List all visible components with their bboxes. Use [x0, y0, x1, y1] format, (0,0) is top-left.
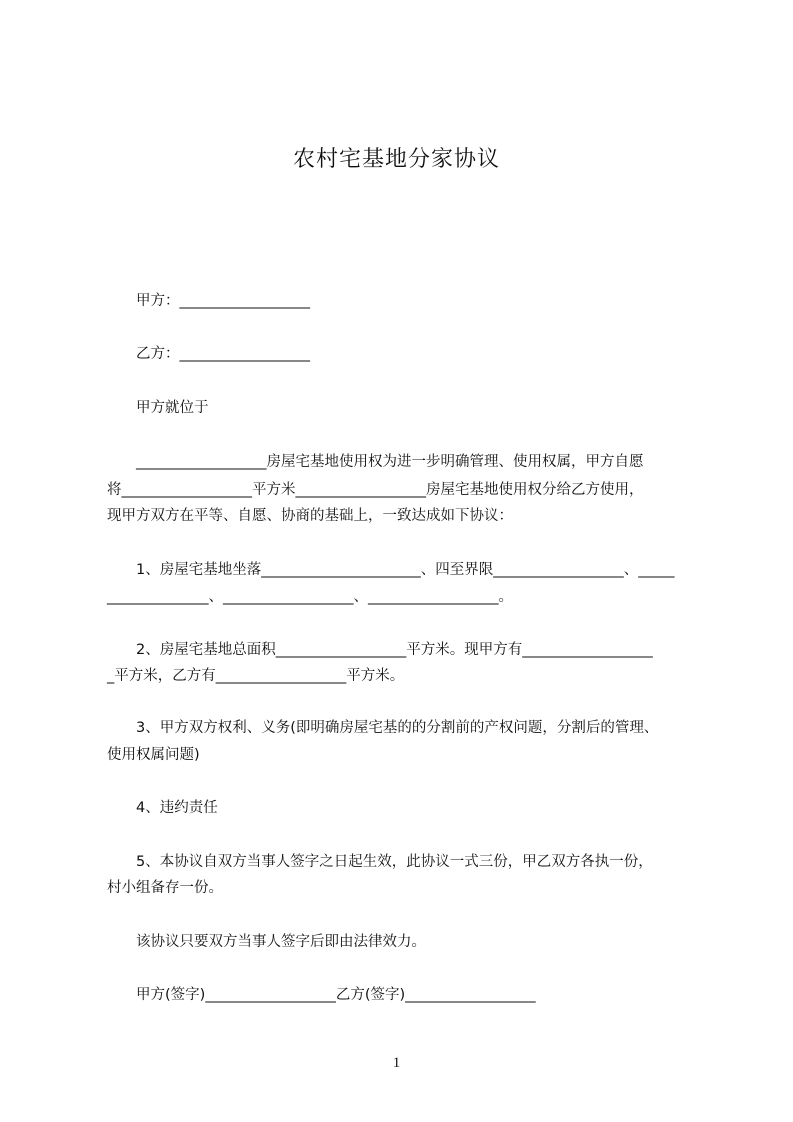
item-1-line-1: 1、房屋宅基地坐落______________________、四至界限__________________、_____ [136, 562, 675, 578]
page-number: 1 [392, 1055, 401, 1071]
paragraph-1-line-3: 现甲方双方在平等、自愿、协商的基础上，一致达成如下协议： [107, 508, 513, 524]
party-b-line: 乙方：__________________ [136, 346, 310, 362]
item-4: 4、违约责任 [136, 800, 218, 816]
item-2-line-2: _平方米，乙方有__________________平方米。 [107, 668, 405, 684]
location-intro: 甲方就位于 [136, 400, 209, 416]
party-a-line: 甲方：__________________ [136, 293, 310, 309]
signature-line: 甲方(签字)__________________乙方(签字)__________________ [136, 987, 536, 1003]
item-5-line-1: 5、本协议自双方当事人签字之日起生效，此协议一式三份，甲乙双方各执一份， [136, 854, 653, 870]
item-3-line-2: 使用权属问题) [107, 747, 200, 763]
document-title: 农村宅基地分家协议 [292, 147, 500, 172]
paragraph-1-line-2: 将__________________平方米__________________房屋宅基地使用权分给乙方使用， [107, 482, 644, 498]
validity-statement: 该协议只要双方当事人签字后即由法律效力。 [136, 934, 426, 950]
item-1-line-2: ______________、__________________、__________________。 [107, 589, 513, 605]
item-5-line-2: 村小组备存一份。 [107, 880, 223, 896]
item-2-line-1: 2、房屋宅基地总面积__________________平方米。现甲方有__________________ [136, 642, 653, 658]
paragraph-1-line-1: __________________房屋宅基地使用权为进一步明确管理、使用权属，甲方自愿 [136, 454, 644, 470]
item-3-line-1: 3、甲方双方权利、义务(即明确房屋宅基的的分割前的产权问题，分割后的管理、 [136, 720, 659, 736]
